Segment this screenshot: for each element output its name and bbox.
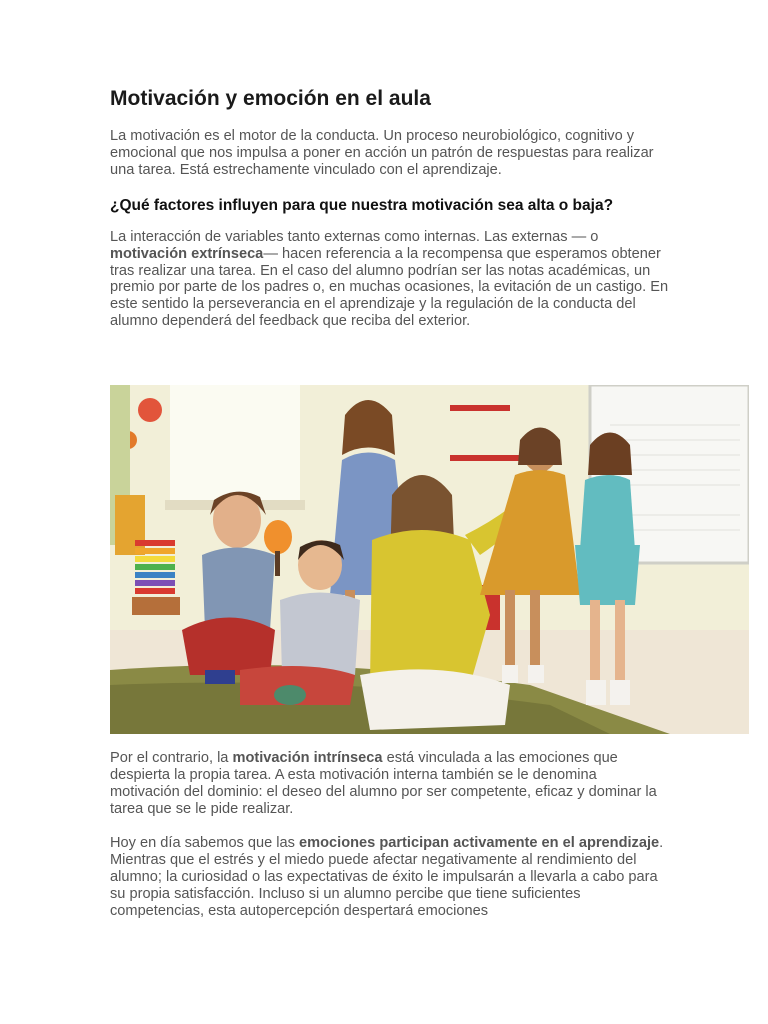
intrinsic-term: motivación intrínseca [232,750,383,766]
intrinsic-text-b: está vinculada a las emociones que despierta la propia tarea. A esta motivación interna también se le denomina motivación del dominio: el deseo del alumno por ser competente, eficaz y dominar la tarea que se le pide realizar. [110,750,657,817]
emotions-text-a: Hoy en día sabemos que las [110,835,300,851]
extrinsic-paragraph [110,229,670,330]
intro-paragraph: La motivación es el motor de la conducta. Un proceso neurobiológico, cognitivo y emocional que nos impulsa a poner en acción un patrón de respuestas para realizar una tarea. Está estrechamente vinculado con el aprendizaje. [110,128,654,178]
classroom-photo [110,385,749,734]
emotions-term: emociones participan activamente en el aprendizaje [299,835,660,851]
intrinsic-paragraph [110,750,670,818]
article [110,86,670,330]
emotions-text-b: . Mientras que el estrés y el miedo puede afectar negativamente al rendimiento del alumno; la curiosidad o las expectativas de éxito le impulsarán a llevarla a cabo para su propia satisfacción. Incluso si un alumno percibe que tiene suficientes competencias, esta autopercepción despertará emociones [110,835,664,919]
classroom-illustration [110,385,749,734]
emotions-paragraph [110,835,670,920]
intrinsic-text-a: Por el contrario, la [110,750,233,766]
extrinsic-text-b: — hacen referencia a la recompensa que esperamos obtener tras realizar una tarea. En el caso del alumno podrían ser las notas académicas, un premio por parte de los padres o, en muchas ocasiones, la evitación de un castigo. En este sentido la perseverancia en el aprendizaje y la regulación de la conducta del alumno dependerá del feedback que reciba del exterior. [110,245,669,330]
extrinsic-term: motivación extrínseca [110,245,264,262]
extrinsic-text-a: La interacción de variables tanto externas como internas. Las externas — o [110,228,599,245]
page-title: Motivación y emoción en el aula [110,87,431,110]
section-question: ¿Qué factores influyen para que nuestra motivación sea alta o baja? [110,196,614,214]
